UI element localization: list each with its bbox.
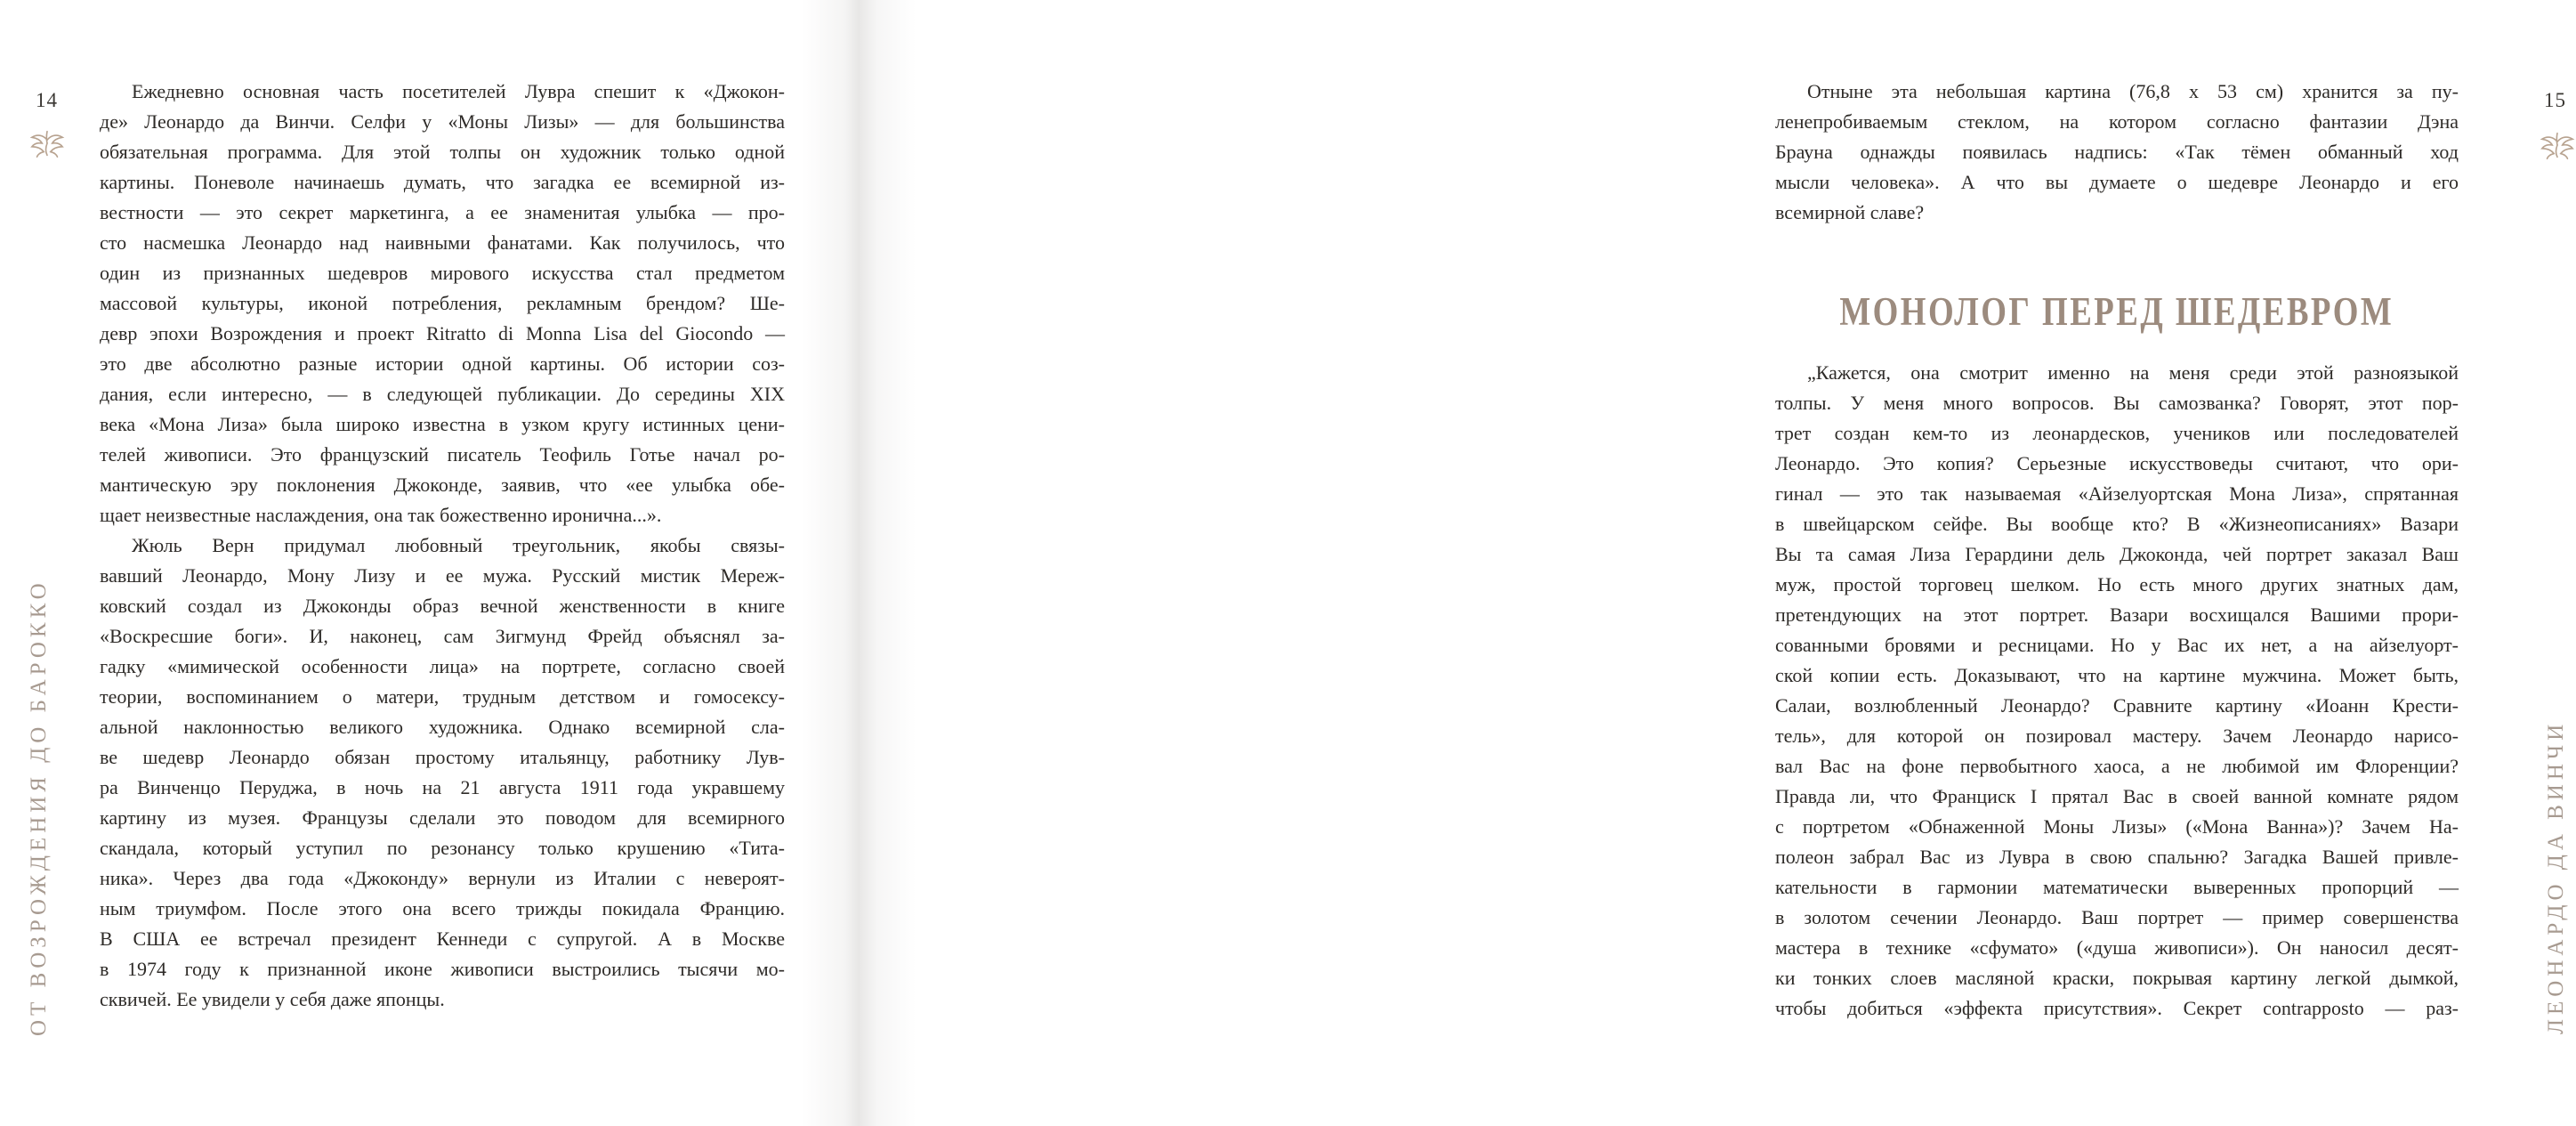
text-line: мантическую эру поклонения Джоконде, заявив, что «ее улыбка обе- — [100, 474, 785, 496]
text-line: телей живописи. Это французский писатель Теофиль Готье начал ро- — [100, 443, 785, 466]
text-line: чтобы добиться «эффекта присутствия». Секрет contrapposto — раз- — [1775, 997, 2459, 1019]
text-line: Вы та самая Лиза Герардини дель Джоконда, чей портрет заказал Ваш — [1775, 543, 2459, 565]
page-left — [0, 0, 859, 1126]
text-line: в 1974 году к признанной иконе живописи выстроились тысячи мо- — [100, 958, 785, 980]
text-line: ве шедевр Леонардо обязан простому итальянцу, работнику Лув- — [100, 746, 785, 768]
running-title-right: ЛЕОНАРДО ДА ВИНЧИ — [2544, 719, 2568, 1034]
text-line: ковский создал из Джоконды образ вечной женственности в книге — [100, 595, 785, 617]
page-number-left: 14 — [36, 89, 58, 111]
text-line: муж, простой торговец шелком. Но есть много других знатных дам, — [1775, 573, 2459, 595]
text-line: Ежедневно основная часть посетителей Лувра спешит к «Джокон- — [132, 80, 785, 102]
text-line: ленепробиваемым стеклом, на котором согласно фантазии Дэна — [1775, 110, 2459, 133]
text-line: один из признанных шедевров мирового искусства стал предметом — [100, 262, 785, 284]
body-paragraph — [1775, 358, 2459, 1024]
text-line: с портретом «Обнаженной Моны Лизы» («Мона Ванна»)? Зачем На- — [1775, 815, 2459, 838]
text-line: В США ее встречал президент Кеннеди с супругой. А в Москве — [100, 928, 785, 950]
text-line: де» Леонардо да Винчи. Селфи у «Моны Лизы» — для большинства — [100, 110, 785, 133]
text-line: Леонардо. Это копия? Серьезные искусствоведы считают, что ори- — [1775, 452, 2459, 474]
text-line: Жюль Верн придумал любовный треугольник, якобы связы- — [132, 534, 785, 556]
text-line: вал Вас на фоне первобытного хаоса, а не любимой им Флоренции? — [1775, 755, 2459, 777]
left-text-column — [100, 77, 785, 1015]
fleuron-icon — [28, 128, 66, 158]
text-line: картины. Поневоле начинаешь думать, что загадка ее всемирной из- — [100, 171, 785, 193]
text-line: ника». Через два года «Джоконду» вернули из Италии с невероят- — [100, 867, 785, 889]
text-line: сквичей. Ее увидели у себя даже японцы. — [100, 988, 445, 1010]
text-line: Брауна однажды появилась надпись: «Так тёмен обманный ход — [1775, 141, 2459, 163]
text-line: альной наклонностью великого художника. Однако всемирной сла- — [100, 716, 785, 738]
text-line: дания, если интересно, — в следующей публикации. До середины XIX — [100, 383, 785, 405]
text-line: ным триумфом. После этого она всего трижды покидала Францию. — [100, 897, 785, 919]
text-line: претендующих на этот портрет. Вазари восхищался Вашими прори- — [1775, 604, 2459, 626]
page-number-right: 15 — [2544, 89, 2566, 111]
text-line: вавший Леонардо, Мону Лизу и ее мужа. Русский мистик Мереж- — [100, 564, 785, 587]
text-line: это две абсолютно разные истории одной картины. Об истории соз- — [100, 352, 785, 375]
text-line: полеон забрал Вас из Лувра в свою спальню? Загадка Вашей привле- — [1775, 846, 2459, 868]
text-line: века «Мона Лиза» была широко известна в узком кругу истинных цени- — [100, 413, 785, 435]
text-line: сованными бровями и ресницами. Но у Вас их нет, а на айзелуорт- — [1775, 634, 2459, 656]
text-line: теории, воспоминанием о матери, трудным детством и гомосексу- — [100, 685, 785, 708]
text-line: ра Винченцо Перуджа, в ночь на 21 августа 1911 года укравшему — [100, 776, 785, 798]
text-line: щает неизвестные наслаждения, она так божественно иронична...». — [100, 504, 662, 526]
section-heading-text: МОНОЛОГ ПЕРЕД ШЕДЕВРОМ — [1839, 289, 2394, 334]
text-line: Отныне эта небольшая картина (76,8 х 53 см) хранится за пу- — [1807, 80, 2459, 102]
text-line: массовой культуры, иконой потребления, рекламным брендом? Ше- — [100, 292, 785, 314]
section-heading — [1775, 287, 2459, 336]
text-line: „Кажется, она смотрит именно на меня среди этой разноязыкой — [1807, 361, 2459, 384]
right-text-column — [1775, 77, 2459, 1024]
text-line: Салаи, возлюбленный Леонардо? Сравните картину «Иоанн Крести- — [1775, 694, 2459, 717]
text-line: картину из музея. Французы сделали это поводом для всемирного — [100, 806, 785, 829]
text-line: Правда ли, что Франциск I прятал Вас в своей ванной комнате рядом — [1775, 785, 2459, 807]
text-line: тель», для которой он позировал мастеру. Зачем Леонардо нарисо- — [1775, 725, 2459, 747]
body-paragraph — [100, 77, 785, 531]
text-line: в золотом сечении Леонардо. Ваш портрет — пример совершенства — [1775, 906, 2459, 928]
text-line: мастера в технике «сфумато» («душа живописи»). Он наносил десят- — [1775, 936, 2459, 959]
text-line: толпы. У меня много вопросов. Вы самозванка? Говорят, этот пор- — [1775, 392, 2459, 414]
text-line: гадку «мимической особенности лица» на портрете, согласно своей — [100, 655, 785, 677]
text-line: ки тонких слоев масляной краски, покрывая картину легкой дымкой, — [1775, 967, 2459, 989]
text-line: кательности в гармонии математически выверенных пропорций — — [1775, 876, 2459, 898]
text-line: вестности — это секрет маркетинга, а ее знаменитая улыбка — про- — [100, 201, 785, 223]
text-line: ской копии есть. Доказывают, что на картине мужчина. Может быть, — [1775, 664, 2459, 686]
text-line: «Воскресшие боги». И, наконец, сам Зигмунд Фрейд объяснял за- — [100, 625, 785, 647]
body-paragraph — [100, 531, 785, 1015]
text-line: трет создан кем-то из леонардесков, учеников или последователей — [1775, 422, 2459, 444]
fleuron-icon — [2539, 130, 2576, 160]
text-line: всемирной славе? — [1775, 201, 1925, 223]
running-title-left: ОТ ВОЗРОЖДЕНИЯ ДО БАРОККО — [27, 579, 51, 1037]
text-line: сто насмешка Леонардо над наивными фанатами. Как получилось, что — [100, 231, 785, 254]
page-right — [859, 0, 2568, 1126]
text-line: мысли человека». А что вы думаете о шедевре Леонардо и его — [1775, 171, 2459, 193]
body-paragraph — [1775, 77, 2459, 228]
text-line: в швейцарском сейфе. Вы вообще кто? В «Жизнеописаниях» Вазари — [1775, 513, 2459, 535]
text-line: обязательная программа. Для этой толпы он художник только одной — [100, 141, 785, 163]
text-line: гинал — это так называемая «Айзелуортская Мона Лиза», спрятанная — [1775, 482, 2459, 505]
text-line: скандала, который уступил по резонансу только крушению «Тита- — [100, 837, 785, 859]
text-line: девр эпохи Возрождения и проект Ritratto di Monna Lisa del Giocondo — — [100, 322, 785, 344]
